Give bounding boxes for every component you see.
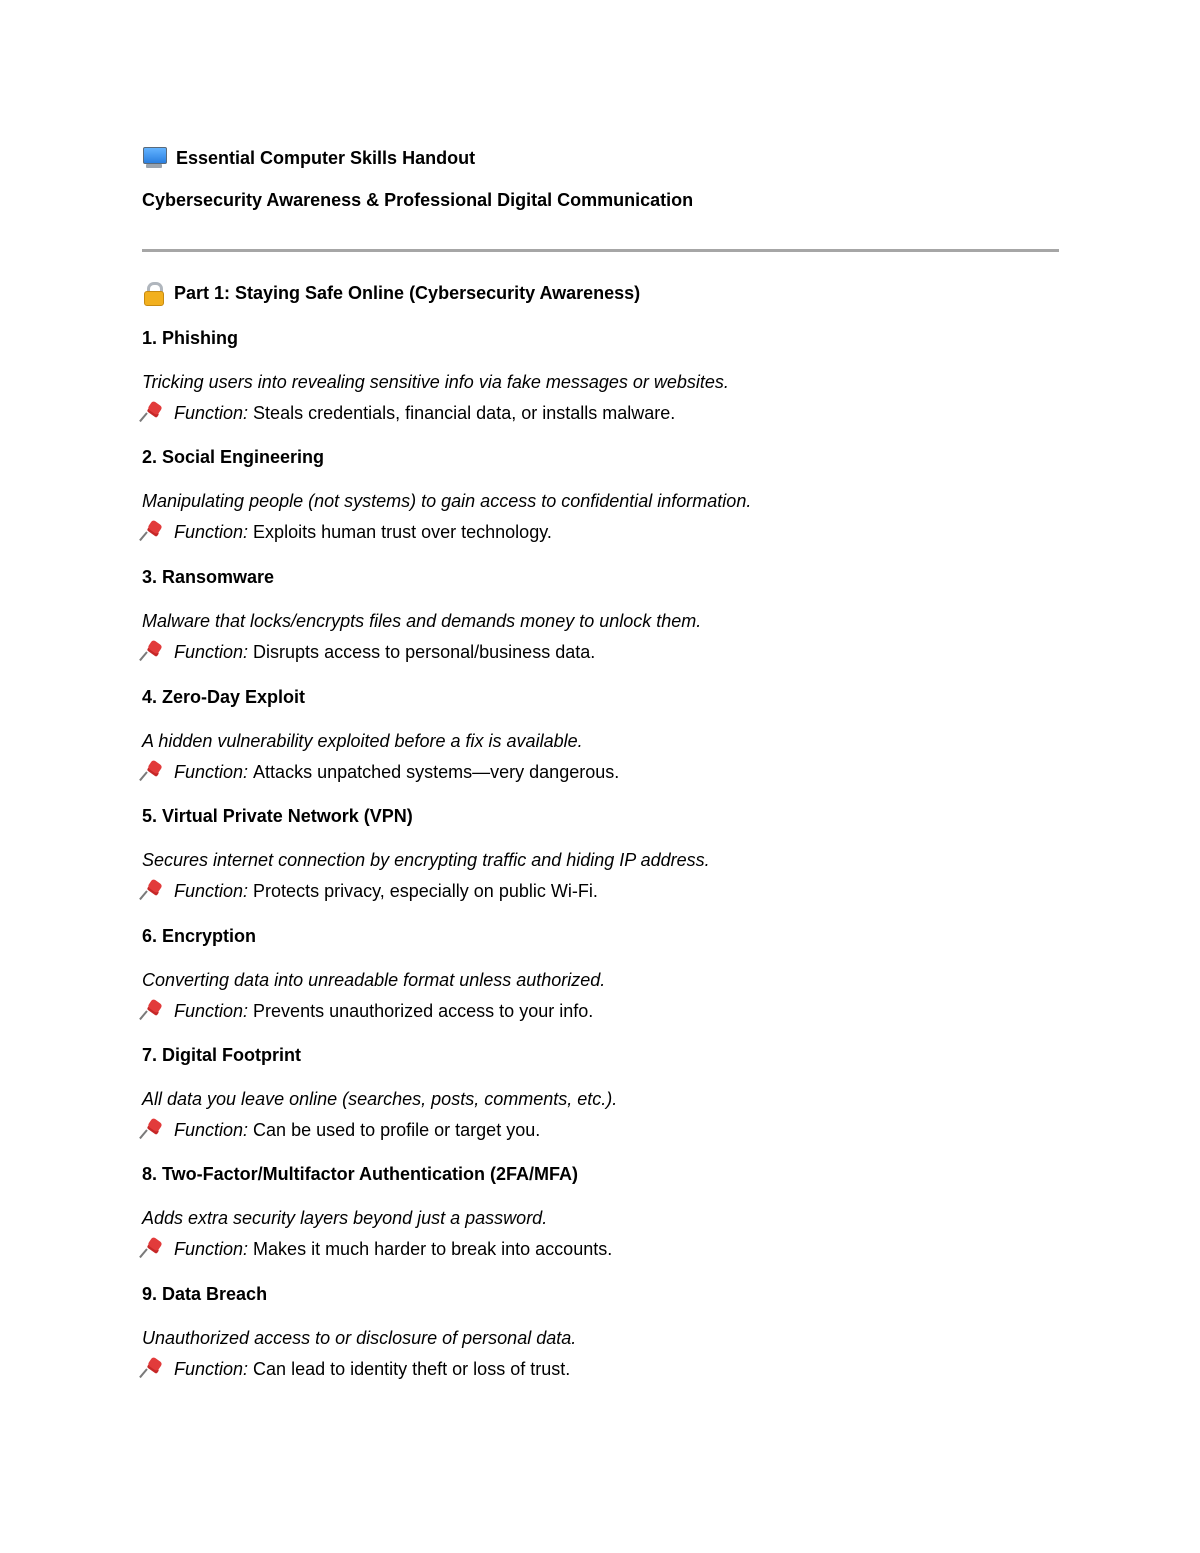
term-item [142, 804, 1102, 901]
term-heading: 4. Zero-Day Exploit [142, 687, 306, 707]
term-description: Secures internet connection by encrypting traffic and hiding IP address. [142, 850, 710, 870]
function-text: Attacks unpatched systems—very dangerous. [253, 762, 620, 782]
function-label: Function: [174, 403, 249, 423]
pushpin-icon [142, 761, 166, 783]
function-text: Disrupts access to personal/business data. [253, 642, 596, 662]
term-item [142, 565, 1102, 662]
term-heading: 7. Digital Footprint [142, 1045, 301, 1065]
term-heading: 9. Data Breach [142, 1284, 268, 1304]
pushpin-icon [142, 1119, 166, 1141]
function-label: Function: [174, 762, 249, 782]
title-text: Essential Computer Skills Handout [176, 147, 476, 168]
term-function [142, 519, 552, 545]
pushpin-icon [142, 880, 166, 902]
function-text: Can be used to profile or target you. [253, 1120, 541, 1140]
term-item [142, 924, 1102, 1021]
pushpin-icon [142, 521, 166, 543]
pushpin-icon [142, 1000, 166, 1022]
term-item [142, 685, 1102, 782]
desktop-computer-icon [142, 147, 166, 169]
term-function [142, 639, 595, 665]
function-label: Function: [174, 522, 249, 542]
term-function [142, 1356, 570, 1382]
function-text: Steals credentials, financial data, or installs malware. [253, 403, 676, 423]
term-item [142, 1282, 1102, 1379]
pushpin-icon [142, 1358, 166, 1380]
term-description: Malware that locks/encrypts files and demands money to unlock them. [142, 611, 702, 631]
term-heading: 6. Encryption [142, 926, 257, 946]
function-label: Function: [174, 881, 249, 901]
term-function [142, 878, 598, 904]
term-item [142, 445, 1102, 542]
function-label: Function: [174, 1001, 249, 1021]
pushpin-icon [142, 641, 166, 663]
function-label: Function: [174, 642, 249, 662]
term-heading: 2. Social Engineering [142, 447, 325, 467]
horizontal-divider [142, 249, 1059, 252]
part-1-heading [142, 280, 640, 306]
term-description: Manipulating people (not systems) to gain access to confidential information. [142, 491, 752, 511]
part-1-heading-text: Part 1: Staying Safe Online (Cybersecurity Awareness) [174, 282, 641, 303]
function-label: Function: [174, 1239, 249, 1259]
function-text: Can lead to identity theft or loss of trust. [253, 1359, 571, 1379]
term-function [142, 998, 593, 1024]
term-description: Adds extra security layers beyond just a password. [142, 1208, 548, 1228]
function-text: Protects privacy, especially on public Wi-Fi. [253, 881, 598, 901]
term-description: A hidden vulnerability exploited before a fix is available. [142, 731, 583, 751]
term-function [142, 1236, 612, 1262]
pushpin-icon [142, 402, 166, 424]
lock-icon [142, 281, 164, 305]
term-heading: 8. Two-Factor/Multifactor Authentication (2FA/MFA) [142, 1164, 578, 1184]
function-label: Function: [174, 1359, 249, 1379]
term-description: Unauthorized access to or disclosure of personal data. [142, 1328, 577, 1348]
function-text: Prevents unauthorized access to your info. [253, 1001, 594, 1021]
function-text: Exploits human trust over technology. [253, 522, 552, 542]
term-description: Converting data into unreadable format unless authorized. [142, 970, 606, 990]
term-function [142, 759, 619, 785]
term-heading: 3. Ransomware [142, 567, 275, 587]
term-function [142, 400, 675, 426]
document-subtitle: Cybersecurity Awareness & Professional Digital Communication [142, 190, 694, 210]
term-item [142, 1043, 1102, 1140]
term-item [142, 1162, 1102, 1259]
term-description: Tricking users into revealing sensitive info via fake messages or websites. [142, 372, 729, 392]
function-text: Makes it much harder to break into accounts. [253, 1239, 613, 1259]
term-heading: 1. Phishing [142, 328, 239, 348]
term-heading: 5. Virtual Private Network (VPN) [142, 806, 413, 826]
term-item [142, 326, 1102, 423]
pushpin-icon [142, 1238, 166, 1260]
document-title [142, 144, 475, 172]
term-description: All data you leave online (searches, posts, comments, etc.). [142, 1089, 618, 1109]
term-function [142, 1117, 540, 1143]
function-label: Function: [174, 1120, 249, 1140]
